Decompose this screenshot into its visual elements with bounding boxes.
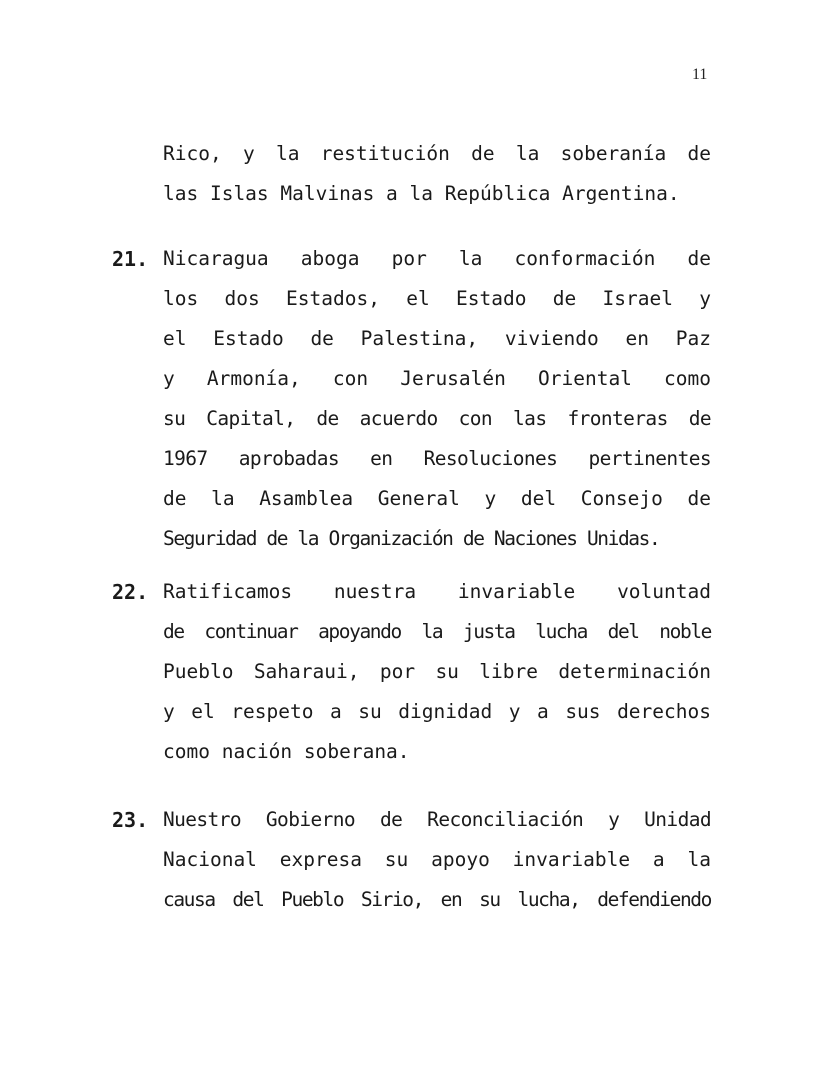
text-line: de la Asamblea General y del Consejo de — [163, 487, 711, 510]
text-line: causa del Pueblo Sirio, en su lucha, defendiendo — [163, 888, 711, 911]
item-number: 23. — [112, 808, 149, 832]
paragraph-text — [163, 134, 711, 214]
text-line: los dos Estados, el Estado de Israel y — [163, 287, 711, 310]
text-line: el Estado de Palestina, viviendo en Paz — [163, 327, 711, 350]
text-line: Rico, y la restitución de la soberanía de — [163, 142, 711, 165]
paragraph-text — [163, 239, 711, 559]
page-number: 11 — [692, 66, 708, 83]
paragraph-text — [163, 800, 711, 920]
text-line: las Islas Malvinas a la República Argentina. — [163, 182, 680, 205]
text-line: 1967 aprobadas en Resoluciones pertinentes — [163, 447, 711, 470]
text-line: como nación soberana. — [163, 740, 410, 763]
item-number: 22. — [112, 580, 149, 604]
text-line: Nicaragua aboga por la conformación de — [163, 247, 711, 270]
text-line: Pueblo Saharaui, por su libre determinación — [163, 660, 711, 683]
paragraph-text — [163, 572, 711, 772]
text-line: Ratificamos nuestra invariable voluntad — [163, 580, 711, 603]
text-line: Seguridad de la Organización de Naciones Unidas. — [163, 527, 660, 550]
item-number: 21. — [112, 247, 149, 271]
text-line: Nuestro Gobierno de Reconciliación y Unidad — [163, 808, 711, 831]
text-line: y Armonía, con Jerusalén Oriental como — [163, 367, 711, 390]
text-line: su Capital, de acuerdo con las fronteras de — [163, 407, 711, 430]
text-line: y el respeto a su dignidad y a sus derechos — [163, 700, 711, 723]
text-line: Nacional expresa su apoyo invariable a la — [163, 848, 711, 871]
text-line: de continuar apoyando la justa lucha del noble — [163, 620, 711, 643]
